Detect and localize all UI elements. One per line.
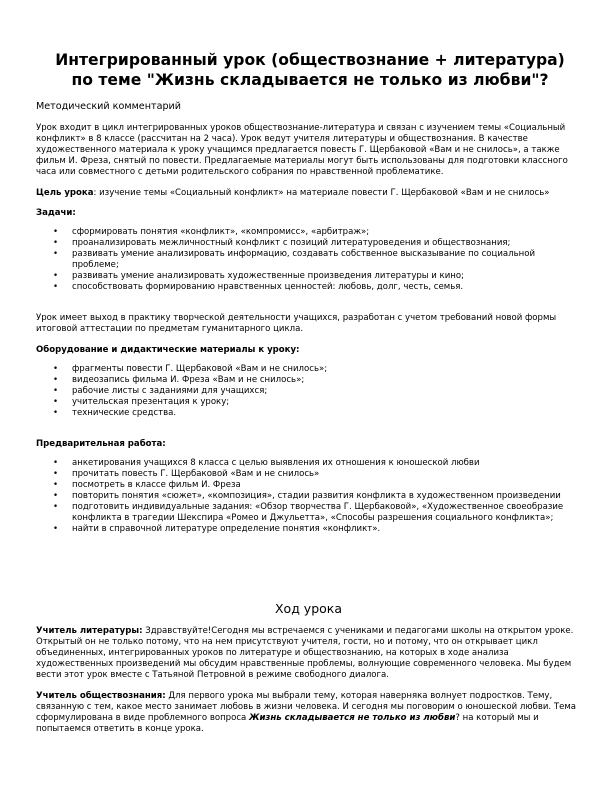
teacher-social-paragraph: [36, 691, 581, 735]
teacher-social-text-2: ? на который мы и попытаемся ответить в конце урока.: [36, 713, 539, 734]
teacher-social-label: Учитель обществознания:: [36, 691, 166, 701]
section-heading-lesson: Ход урока: [274, 601, 343, 616]
goal-label: Цель урока: [36, 188, 94, 198]
tasks-list: [36, 227, 581, 293]
list-item: • учительская презентация к уроку;: [36, 397, 581, 408]
title-line-2: по теме "Жизнь складывается не только из любви"?: [71, 71, 549, 89]
list-item: • повторить понятия «сюжет», «композиция», стадии развития конфликта в художественном произведении: [36, 491, 581, 502]
list-item: • видеозапись фильма И. Фреза «Вам и не снилось»;: [36, 375, 581, 386]
document-body: [36, 101, 581, 535]
list-item: • посмотреть в классе фильм И. Фреза: [36, 480, 581, 491]
equipment-heading: Оборудование и дидактические материалы к уроку:: [36, 345, 300, 355]
list-item: • подготовить индивидуальные задания: «Обзор творчества Г. Щербаковой», «Художественное своеобразие конфликта в трагедии Шекспира «Ромео и Джульетта», «Способы разрешения социального конфликта»;: [36, 502, 581, 524]
list-item: • развивать умение анализировать художественные произведения литературы и кино;: [36, 271, 581, 282]
list-item: • рабочие листы с заданиями для учащихся;: [36, 386, 581, 397]
goal-text: : изучение темы «Социальный конфликт» на материале повести Г. Щербаковой «Вам и не снилось»: [93, 188, 550, 198]
list-item: • фрагменты повести Г. Щербаковой «Вам и не снилось»;: [36, 364, 581, 375]
list-item: • найти в справочной литературе определение понятия «конфликт».: [36, 524, 581, 535]
equipment-list: [36, 364, 581, 419]
prep-list: [36, 458, 581, 535]
teacher-literature-label: Учитель литературы:: [36, 626, 143, 636]
list-item: • технические средства.: [36, 408, 581, 419]
tasks-heading: Задачи:: [36, 208, 76, 218]
problem-question: Жизнь складывается не только из любви: [248, 713, 456, 723]
intro-paragraph: Урок входит в цикл интегрированных уроков обществознание-литература и связан с изучением темы «Социальный конфликт» в 8 классе (рассчитан на 2 часа). Урок ведут учителя литературы и обществознания. В качестве художественного материала к уроку учащимся предлагается повесть Г. Щербаковой «Вам и не снилось», а также фильм И. Фреза, снятый по повести. Предлагаемые материалы могут быть использованы для подготовки классного часа или совместного с детьми родительского собрания по нравственной проблематике.: [36, 123, 568, 177]
list-item: • развивать умение анализировать информацию, создавать собственное высказывание по социальной проблеме;: [36, 249, 581, 271]
list-item: • сформировать понятия «конфликт», «компромисс», «арбитраж»;: [36, 227, 581, 238]
list-item: • способствовать формированию нравственных ценностей: любовь, долг, честь, семья.: [36, 282, 581, 293]
teacher-literature-text: Здравствуйте!Сегодня мы встречаемся с учениками и педагогами школы на открытом уроке. Открытый он не только потому, что на нем присутствуют учителя, гости, но и потому, что он открывает цикл объединенных, интегрированных уроков по литературе и обществознанию, на которых в ходе анализа художественных произведений мы обсудим нравственные проблемы, волнующие современного человека. Мы будем вести этот урок вместе с Татьяной Петровной в режиме свободного диалога.: [36, 626, 574, 680]
list-item: • прочитать повесть Г. Щербаковой «Вам и не снилось»: [36, 469, 581, 480]
lesson-body: [36, 626, 581, 735]
document-title: [20, 50, 600, 90]
method-comment-label: Методический комментарий: [36, 101, 182, 112]
prep-heading: Предварительная работа:: [36, 439, 166, 449]
teacher-social-text-1: Для первого урока мы выбрали тему, которая наверняка волнует подростков. Тему, связанную с тем, какое место занимает любовь в жизни человека. И сегодня мы поговорим о юношеской любви. Тема сформулирована в виде проблемного вопроса: [36, 691, 577, 723]
goal-paragraph: [36, 188, 581, 199]
practice-paragraph: Урок имеет выход в практику творческой деятельности учащихся, разработан с учетом требований новой формы итоговой аттестации по предметам гуманитарного цикла.: [36, 313, 557, 334]
list-item: • анкетирования учащихся 8 класса с целью выявления их отношения к юношеской любви: [36, 458, 581, 469]
teacher-literature-paragraph: [36, 626, 581, 681]
title-line-1: Интегрированный урок (обществознание + литература): [55, 51, 565, 69]
list-item: • проанализировать межличностный конфликт с позиций литературоведения и обществознания;: [36, 238, 581, 249]
